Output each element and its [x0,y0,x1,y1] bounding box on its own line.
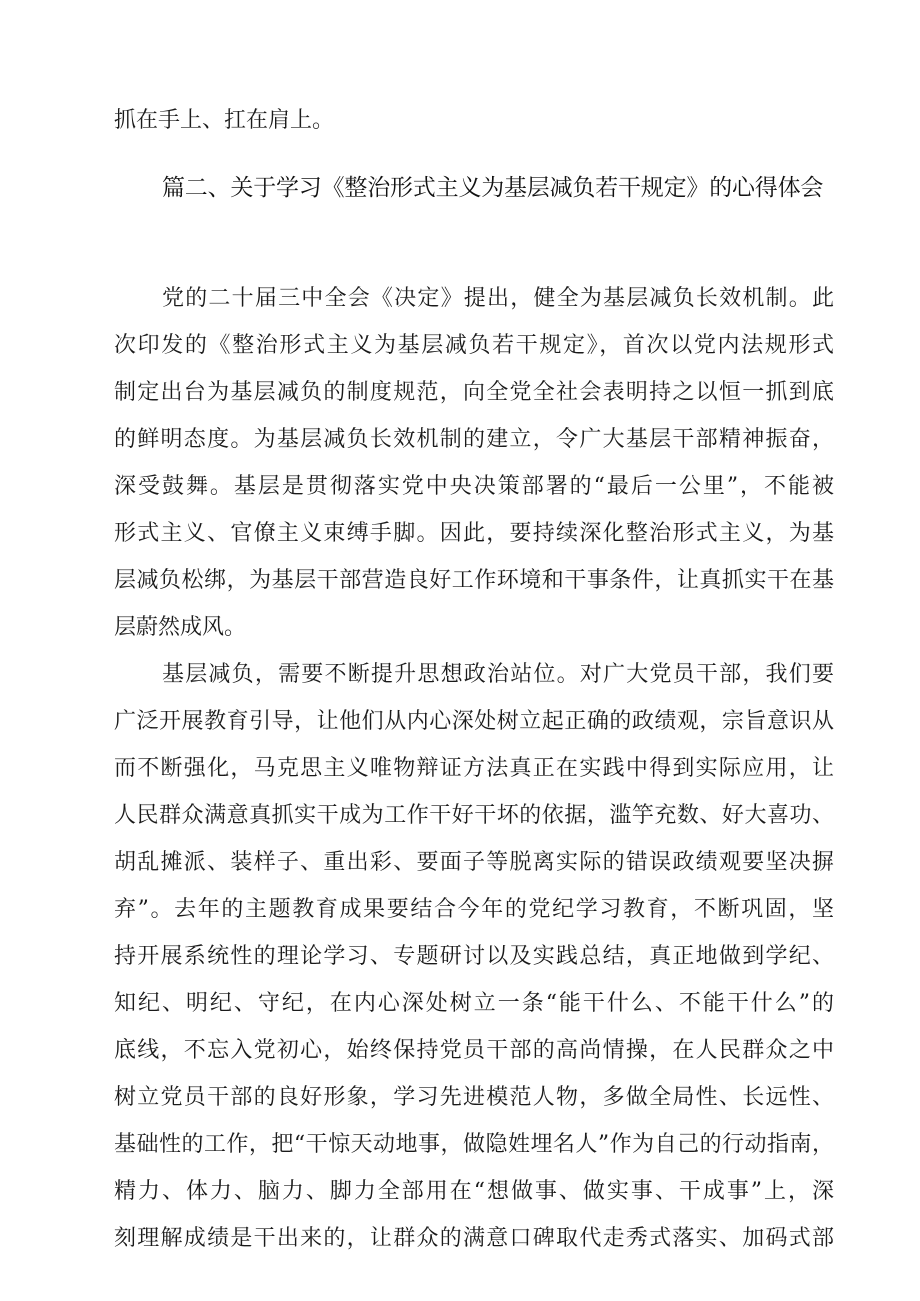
paragraph-1-line-5: 深受鼓舞。基层是贯彻落实党中央决策部署的“最后一公里”，不能被 [114,474,834,499]
paragraph-2-line-4: 人民群众满意真抓实干成为工作干好干坏的依据，滥竽充数、好大喜功、 [114,803,834,828]
paragraph-1-line-1: 党的二十届三中全会《决定》提出，健全为基层减负长效机制。此 [162,286,834,311]
paragraph-1-line-3: 制定出台为基层减负的制度规范，向全党全社会表明持之以恒一抓到底 [114,380,834,405]
paragraph-2-line-5: 胡乱摊派、装样子、重出彩、要面子等脱离实际的错误政绩观要坚决摒 [114,850,834,875]
paragraph-1-line-4: 的鲜明态度。为基层减负长效机制的建立，令广大基层干部精神振奋， [114,427,834,452]
paragraph-2-line-1: 基层减负，需要不断提升思想政治站位。对广大党员干部，我们要 [162,662,834,687]
paragraph-1-line-8: 层蔚然成风。 [114,615,247,640]
paragraph-1-line-7: 层减负松绑，为基层干部营造良好工作环境和干事条件，让真抓实干在基 [114,568,834,593]
paragraph-2-line-7: 持开展系统性的理论学习、专题研讨以及实践总结，真正地做到学纪、 [114,944,834,969]
paragraph-2-line-13: 刻理解成绩是干出来的，让群众的满意口碑取代走秀式落实、加码式部 [114,1226,834,1251]
paragraph-1-line-6: 形式主义、官僚主义束缚手脚。因此，要持续深化整治形式主义，为基 [114,521,834,546]
paragraph-2-line-8: 知纪、明纪、守纪，在内心深处树立一条“能干什么、不能干什么”的 [114,991,834,1016]
paragraph-2-line-9: 底线，不忘入党初心，始终保持党员干部的高尚情操，在人民群众之中 [114,1038,834,1063]
paragraph-2-line-12: 精力、体力、脑力、脚力全部用在“想做事、做实事、干成事”上，深 [114,1179,834,1204]
paragraph-2-line-6: 弃”。去年的主题教育成果要结合今年的党纪学习教育，不断巩固，坚 [114,897,834,922]
paragraph-2-line-10: 树立党员干部的良好形象，学习先进模范人物，多做全局性、长远性、 [114,1085,834,1110]
paragraph-2-line-2: 广泛开展教育引导，让他们从内心深处树立起正确的政绩观，宗旨意识从 [114,709,834,734]
section-heading: 篇二、关于学习《整治形式主义为基层减负若干规定》的心得体会 [162,175,824,201]
paragraph-1-line-2: 次印发的《整治形式主义为基层减负若干规定》，首次以党内法规形式 [114,333,834,358]
previous-section-closing-line: 抓在手上、扛在肩上。 [114,108,335,133]
paragraph-2-line-3: 而不断强化，马克思主义唯物辩证方法真正在实践中得到实际应用，让 [114,756,834,781]
paragraph-2-line-11: 基础性的工作，把“干惊天动地事，做隐姓埋名人”作为自己的行动指南， [114,1132,834,1157]
